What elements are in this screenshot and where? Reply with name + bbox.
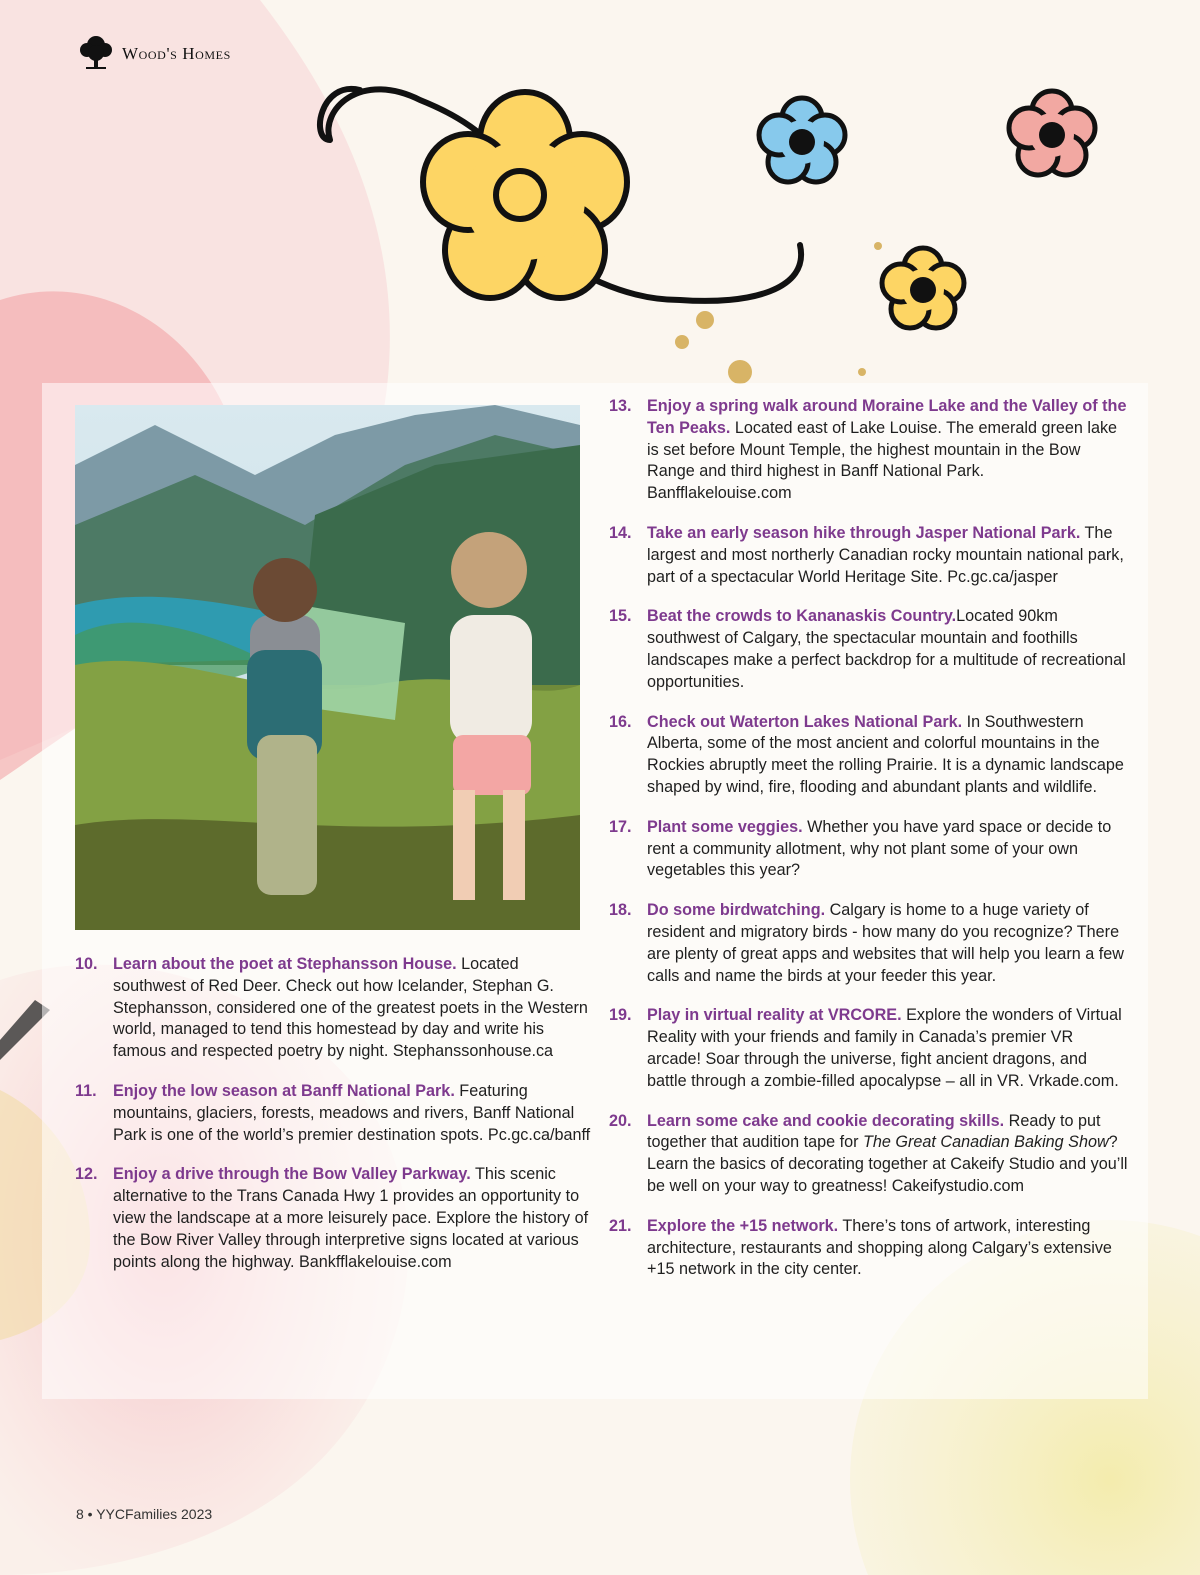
activity-list-right [609, 396, 1129, 1299]
photo-children-hiking [75, 405, 580, 930]
yellow-flower-small [882, 248, 964, 328]
yellow-flower-large [423, 92, 627, 298]
woods-homes-logo[interactable] [76, 34, 231, 74]
list-item: 16. Check out Waterton Lakes National Park. In Southwestern Alberta, some of the most ancient and colorful mountains in the Rockies abruptly meet the rolling Prairie. It is a dynamic landscape shaped by wind, fire, flooding and abundant plants and wildlife. [609, 712, 1124, 796]
page-footer: 8 • YYCFamilies 2023 [76, 1506, 213, 1522]
blue-flower [759, 98, 845, 182]
list-item: 12. Enjoy a drive through the Bow Valley Parkway. This scenic alternative to the Trans Canada Hwy 1 provides an opportunity to view the landscape at a more leisurely pace. Explore the history of the Bow River Valley through interpretive signs located at various points along the highway. Bankfflakelouise.com [75, 1165, 589, 1271]
list-item: 10. Learn about the poet at Stephansson House. Located southwest of Red Deer. Check out how Icelander, Stephan G. Stephansson, considered one of the greatest poets in the Western world, managed to tend this homestead by day and write his famous and respected poetry by night. Stephanssonhouse.ca [75, 955, 588, 1061]
tree-icon [76, 32, 116, 77]
list-item: 15. Beat the crowds to Kananaskis Country.Located 90km southwest of Calgary, the spectacular mountain and foothills landscapes make a perfect backdrop for a multitude of recreational opportunities. [609, 607, 1126, 691]
list-item: 19. Play in virtual reality at VRCORE. Explore the wonders of Virtual Reality with your friends and family in Canada’s premier VR arcade! Soar through the universe, fight ancient dragons, and battle through a zombie-filled apocalypse – all in VR. Vrkade.com. [609, 1006, 1122, 1090]
logo-text: Wood's Homes [122, 44, 231, 63]
list-item: 13. Enjoy a spring walk around Moraine Lake and the Valley of the Ten Peaks. Located east of Lake Louise. The emerald green lake is set before Mount Temple, the highest mountain in the Bow Range and third highest in Banff National Park. Banfflakelouise.com [609, 397, 1127, 503]
list-item: 17. Plant some veggies. Whether you have yard space or decide to rent a community allotment, why not plant some of your own vegetables this year? [609, 817, 1112, 880]
flower-doodles [300, 60, 1130, 390]
list-item: 11. Enjoy the low season at Banff National Park. Featuring mountains, glaciers, forests, meadows and rivers, Banff National Park is one of the world’s premier destination spots. Pc.gc.ca/banff [75, 1081, 591, 1144]
list-item: 21. Explore the +15 network. There’s tons of artwork, interesting architecture, restaurants and shopping along Calgary’s extensive +15 network in the city center. [609, 1216, 1112, 1279]
activity-list-left [75, 954, 595, 1291]
list-item: 18. Do some birdwatching. Calgary is home to a huge variety of resident and migratory birds - how many do you recognize? There are plenty of great apps and websites that will help you learn a few calls and name the birds at your feeder this year. [609, 901, 1124, 985]
list-item: 14. Take an early season hike through Jasper National Park. The largest and most northerly Canadian rocky mountain national park, part of a spectacular World Heritage Site. Pc.gc.ca/jasper [609, 523, 1124, 586]
list-item: 20. Learn some cake and cookie decorating skills. Ready to put together that audition tape for The Great Canadian Baking Show? Learn the basics of decorating together at Cakeify Studio and you’ll be well on your way to greatness! Cakeifystudio.com [609, 1111, 1128, 1195]
pink-flower [1009, 91, 1095, 175]
